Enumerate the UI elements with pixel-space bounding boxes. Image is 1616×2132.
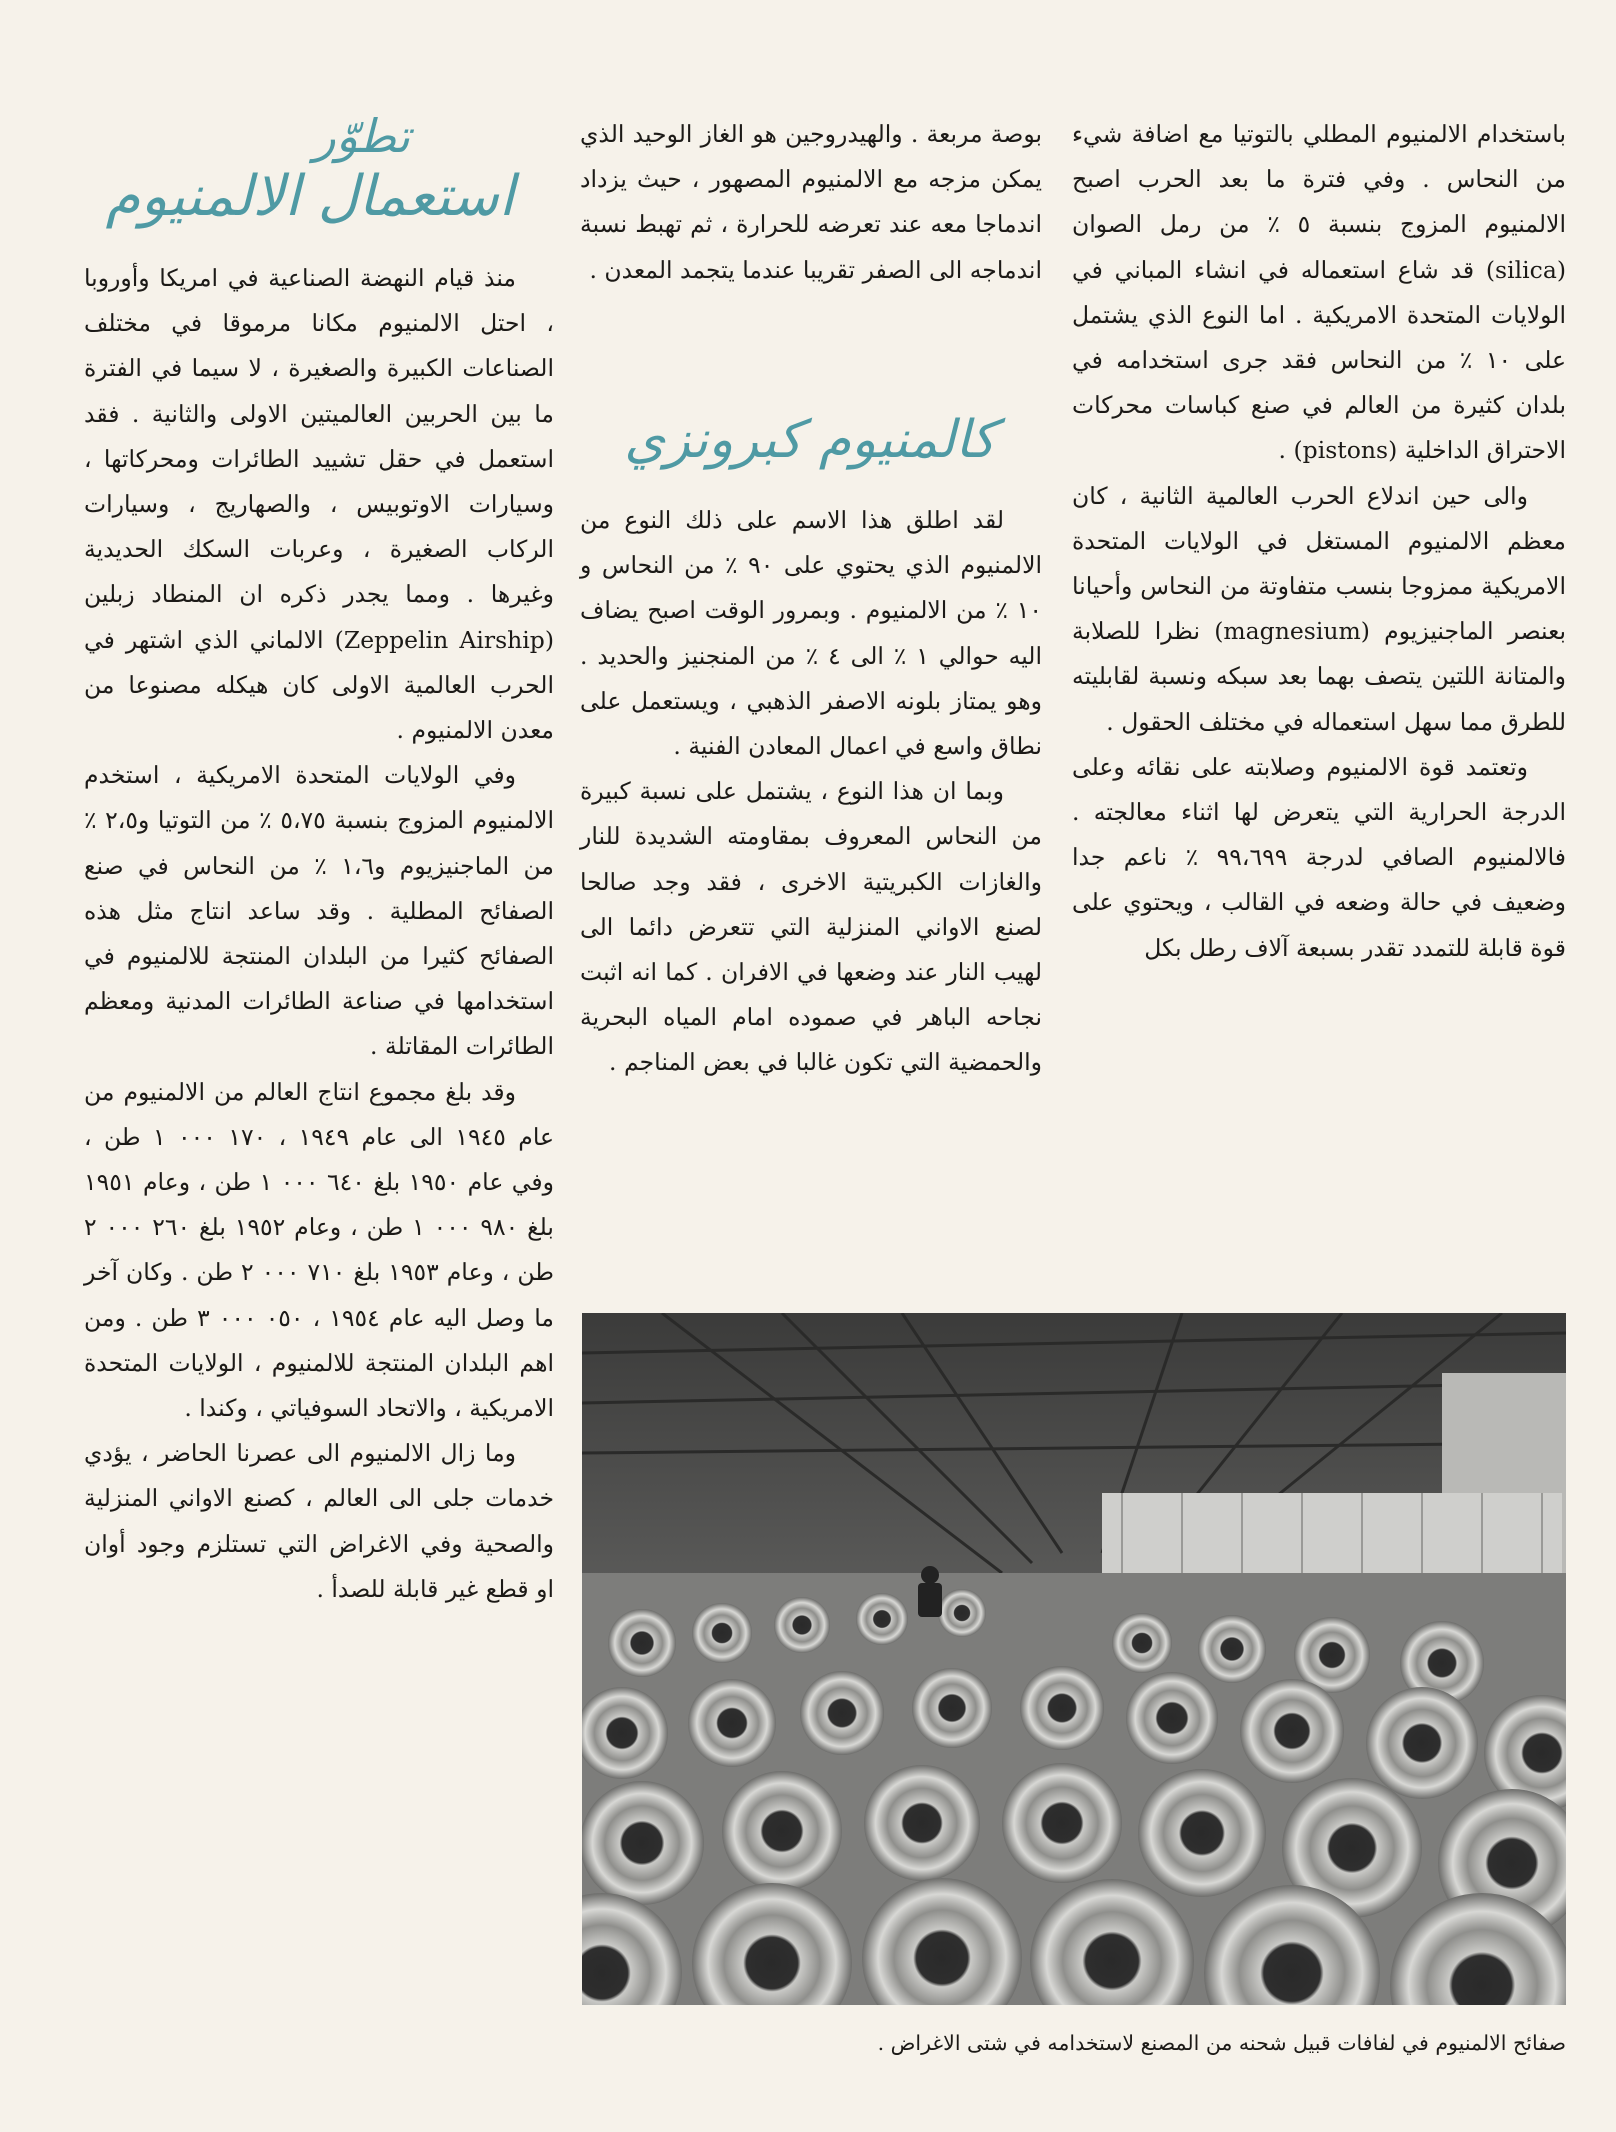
paragraph: وتعتمد قوة الالمنيوم وصلابته على نقائه وعلى الدرجة الحرارية التي يتعرض لها اثناء معالجته . فالالمنيوم الصافي لدرجة ٩٩،٦٩٩ ٪ ناعم جدا وضعيف في حالة وضعه في القالب ، ويحتوي على قوة قابلة للتمدد تقدر بسبعة آلاف رطل بكل xyxy=(1072,752,1566,962)
paragraph: لقد اطلق هذا الاسم على ذلك النوع من الالمنيوم الذي يحتوي على ٩٠ ٪ من النحاس و ١٠ ٪ من الالمنيوم . وبمرور الوقت اصبح يضاف اليه حوالي ١ ٪ الى ٤ ٪ من المنجنيز والحديد . وهو يمتاز بلونه الاصفر الذهبي ، ويستعمل على نطاق واسع في اعمال المعادن الفنية . xyxy=(580,506,1043,761)
paragraph: باستخدام الالمنيوم المطلي بالتوتيا مع اضافة شيء من النحاس . وفي فترة ما بعد الحرب اصبح الالمنيوم المزوج بنسبة ٥ ٪ من رمل الصوان (silica) قد شاع استعماله في انشاء المباني في الولايات المتحدة الامريكية . اما النوع الذي يشتمل على ١٠ ٪ من النحاس فقد جرى استخدامه في بلدان كثيرة من العالم في صنع كباسات محركات الاحتراق الداخلية (pistons) . xyxy=(1072,120,1566,465)
article-column-left xyxy=(84,256,554,1612)
article-column-right xyxy=(1072,112,1566,971)
heading-evolution-of-aluminium xyxy=(100,108,520,230)
photo-aluminium-coils-factory xyxy=(582,1313,1566,2005)
article-column-middle-bottom xyxy=(580,498,1042,1086)
article-column-middle-top xyxy=(580,112,1042,293)
heading-evolution-line1: تطوّر xyxy=(313,109,410,163)
paragraph: وقد بلغ مجموع انتاج العالم من الالمنيوم من عام ١٩٤٥ الى عام ١٩٤٩ ، ١٧٠ ٠٠٠ ١ طن ، وفي عام ١٩٥٠ بلغ ٦٤٠ ٠٠٠ ١ طن ، وعام ١٩٥١ بلغ ٩٨٠ ٠٠٠ ١ طن ، وعام ١٩٥٢ بلغ ٢٦٠ ٠٠٠ ٢ طن ، وعام ١٩٥٣ بلغ ٧١٠ ٠٠٠ ٢ طن . وكان آخر ما وصل اليه عام ١٩٥٤ ، ٠٥٠ ٠٠٠ ٣ طن . ومن اهم البلدان المنتجة للالمنيوم ، الولايات المتحدة الامريكية ، والاتحاد السوفياتي ، وكندا . xyxy=(84,1077,554,1423)
paragraph: وبما ان هذا النوع ، يشتمل على نسبة كبيرة من النحاس المعروف بمقاومته الشديدة للنار والغازات الكبريتية الاخرى ، فقد وجد صالحا لصنع الاواني المنزلية التي تتعرض دائما الى لهيب النار عند وضعها في الافران . كما انه اثبت نجاحه الباهر في صموده امام المياه البحرية والحمضية التي تكون غالبا في بعض المناجم . xyxy=(580,777,1042,1077)
paragraph: بوصة مربعة . والهيدروجين هو الغاز الوحيد الذي يمكن مزجه مع الالمنيوم المصهور ، حيث يزداد اندماجا معه عند تعرضه للحرارة ، ثم تهبط نسبة اندماجه الى الصفر تقريبا عندما يتجمد المعدن . xyxy=(580,120,1042,284)
paragraph: منذ قيام النهضة الصناعية في امريكا وأوروبا ، احتل الالمنيوم مكانا مرموقا في مختلف الصناعات الكبيرة والصغيرة ، لا سيما في الفترة ما بين الحربين العالميتين الاولى والثانية . فقد استعمل في حقل تشييد الطائرات ومحركاتها ، وسيارات الاوتوبيس ، والصهاريج ، وسيارات الركاب الصغيرة ، وعربات السكك الحديدية وغيرها . ومما يجدر ذكره ان المنطاد زبلين (Zeppelin Airship) الالماني الذي اشتهر في الحرب العالمية الاولى كان هيكله مصنوعا من معدن الالمنيوم . xyxy=(84,264,554,745)
paragraph: وما زال الالمنيوم الى عصرنا الحاضر ، يؤدي خدمات جلى الى العالم ، كصنع الاواني المنزلية والصحية وفي الاغراض التي تستلزم وجود أوان او قطع غير قابلة للصدأ . xyxy=(84,1439,554,1603)
paragraph: والى حين اندلاع الحرب العالمية الثانية ، كان معظم الالمنيوم المستغل في الولايات المتحدة الامريكية ممزوجا بنسب متفاوتة من النحاس وأحيانا بعنصر الماجنيزيوم (magnesium) نظرا للصلابة والمتانة اللتين يتصف بهما بعد سبكه ونسبة لقابليته للطرق مما سهل استعماله في مختلف الحقول . xyxy=(1072,481,1567,736)
paragraph: وفي الولايات المتحدة الامريكية ، استخدم الالمنيوم المزوج بنسبة ٥،٧٥ ٪ من التوتيا و٢،٥ ٪ من الماجنيزيوم و١،٦ ٪ من النحاس في صنع الصفائح المطلية . وقد ساعد انتاج مثل هذه الصفائح كثيرا من البلدان المنتجة للالمنيوم في استخدامها في صناعة الطائرات المدنية ومعظم الطائرات المقاتلة . xyxy=(84,761,555,1061)
factory-photo-illustration xyxy=(582,1313,1566,2005)
photo-caption: صفائح الالمنيوم في لفافات قبيل شحنه من المصنع لاستخدامه في شتى الاغراض . xyxy=(877,2031,1566,2055)
heading-aluminium-bronze: كالمنيوم كبرونزي xyxy=(624,410,996,470)
heading-evolution-line2: استعمال الالمنيوم xyxy=(105,164,515,229)
